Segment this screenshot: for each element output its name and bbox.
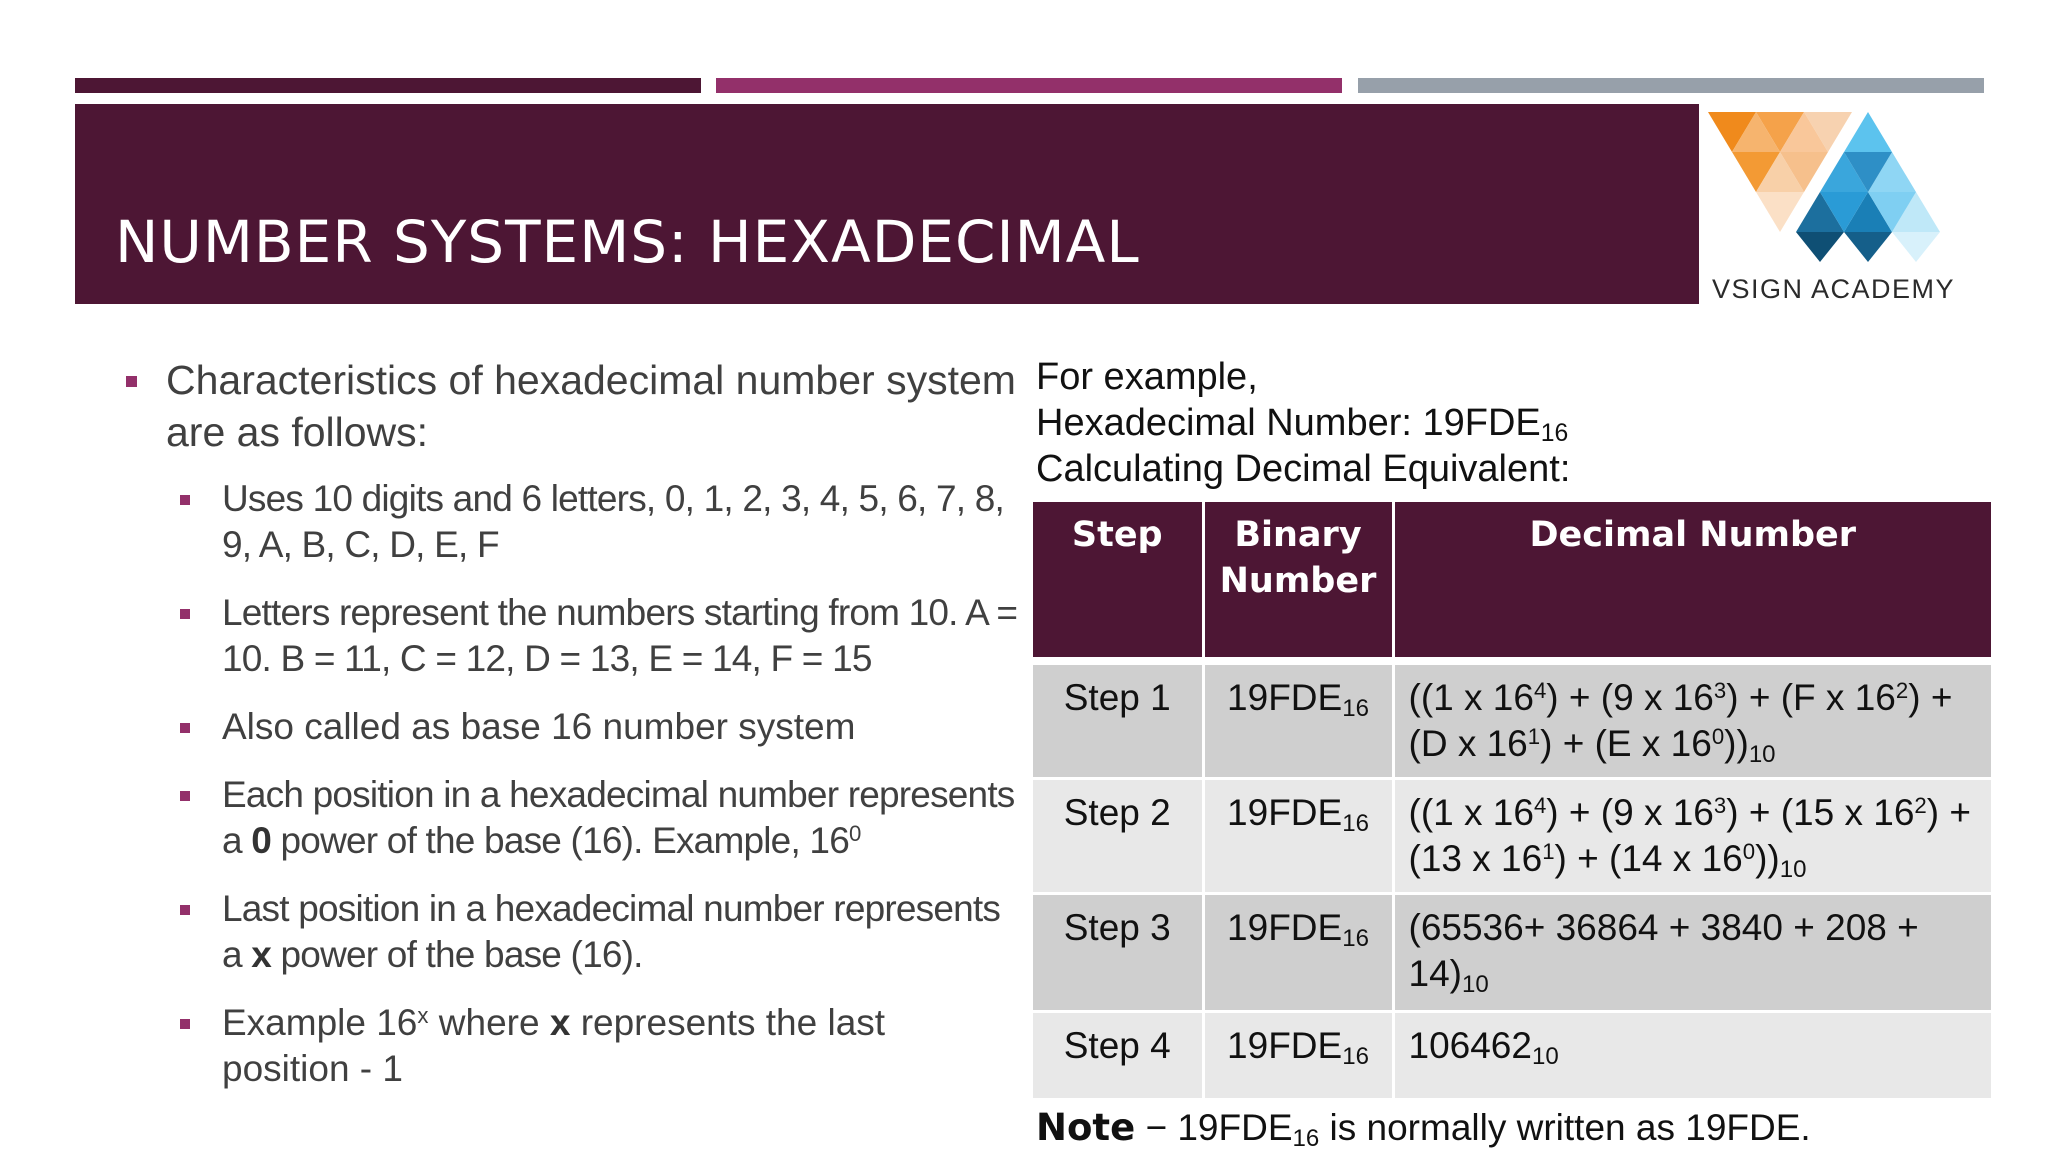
table-header-row bbox=[1033, 502, 1991, 657]
expr-exp: 2 bbox=[1914, 792, 1927, 818]
hex-number-line bbox=[1036, 400, 1996, 446]
list-item-bold: x bbox=[251, 934, 272, 975]
note-base: 16 bbox=[1292, 1125, 1320, 1152]
expr-part: ) + (9 x 16 bbox=[1546, 677, 1714, 718]
list-item-bold: x bbox=[549, 1002, 571, 1043]
list-item-text-b: power of the base (16). Example, 16 bbox=[280, 820, 849, 861]
table-row bbox=[1033, 894, 1991, 1012]
bullet-square-icon bbox=[180, 791, 190, 801]
expr-part: ) + (14 x 16 bbox=[1554, 838, 1743, 879]
list-item bbox=[118, 590, 1018, 682]
logo-text: VSIGN ACADEMY bbox=[1712, 274, 1956, 304]
page-title: NUMBER SYSTEMS: HEXADECIMAL bbox=[115, 208, 1140, 276]
list-item bbox=[118, 476, 1018, 568]
bullet-square-icon bbox=[180, 905, 190, 915]
list-item-text-b: power of the base (16). bbox=[280, 934, 643, 975]
cell-decimal bbox=[1393, 894, 1991, 1012]
expr-part: ((1 x 16 bbox=[1408, 677, 1534, 718]
cell-binary bbox=[1203, 779, 1393, 894]
cell-binary-value: 19FDE bbox=[1227, 907, 1343, 948]
bullet-square-icon bbox=[180, 495, 190, 505]
bullet-square-icon bbox=[180, 723, 190, 733]
list-item bbox=[118, 1000, 1018, 1092]
expr-exp: 2 bbox=[1895, 677, 1909, 703]
conversion-table bbox=[1033, 502, 1991, 1101]
expr-exp: 1 bbox=[1542, 838, 1555, 864]
cell-step: Step 1 bbox=[1033, 665, 1203, 779]
cell-binary-base: 16 bbox=[1342, 1043, 1369, 1070]
header-decimal: Decimal Number bbox=[1393, 502, 1991, 657]
note-line bbox=[1036, 1106, 1811, 1152]
bullet-square-icon bbox=[180, 1019, 190, 1029]
title-band bbox=[75, 104, 1699, 304]
list-item-text-a: Example 16 bbox=[222, 1002, 418, 1043]
cell-binary-value: 19FDE bbox=[1227, 792, 1343, 833]
main-bullet bbox=[118, 354, 1018, 458]
cell-step: Step 2 bbox=[1033, 779, 1203, 894]
expr-part: ((1 x 16 bbox=[1408, 792, 1534, 833]
example-section bbox=[1036, 354, 1996, 492]
list-item-bold: 0 bbox=[251, 820, 272, 861]
example-intro: For example, bbox=[1036, 356, 1258, 398]
table-row bbox=[1033, 665, 1991, 779]
table-row bbox=[1033, 779, 1991, 894]
bullet-square-icon bbox=[126, 376, 137, 387]
table-gap bbox=[1033, 657, 1991, 665]
list-item-sup: x bbox=[417, 1002, 429, 1028]
hex-number-base: 16 bbox=[1540, 420, 1569, 448]
header-step: Step bbox=[1033, 502, 1203, 657]
characteristics-section bbox=[118, 354, 1018, 1114]
expr-base: 10 bbox=[1779, 856, 1807, 883]
expr-part: )) bbox=[1724, 723, 1749, 764]
calc-heading: Calculating Decimal Equivalent: bbox=[1036, 448, 1571, 490]
expr-part: ) + (F x 16 bbox=[1726, 677, 1896, 718]
list-item bbox=[118, 704, 1018, 750]
expr-part: ) + (13 x 16 bbox=[1408, 792, 1971, 879]
expr-part: 106462 bbox=[1408, 1025, 1532, 1066]
cell-binary-value: 19FDE bbox=[1227, 677, 1343, 718]
bullet-square-icon bbox=[180, 609, 190, 619]
list-item-text: Also called as base 16 number system bbox=[222, 706, 856, 747]
cell-step: Step 4 bbox=[1033, 1012, 1203, 1100]
accent-bar-gray bbox=[1358, 78, 1984, 93]
note-hex: 19FDE bbox=[1177, 1107, 1293, 1148]
expr-part: ) + (D x 16 bbox=[1408, 677, 1953, 764]
expr-exp: 4 bbox=[1533, 677, 1547, 703]
expr-base: 10 bbox=[1531, 1043, 1559, 1070]
expr-exp: 4 bbox=[1533, 792, 1547, 818]
accent-bar-dark bbox=[75, 78, 701, 93]
cell-binary-base: 16 bbox=[1342, 925, 1369, 952]
cell-binary bbox=[1203, 894, 1393, 1012]
list-item-text-a: Each position in a hexadecimal number represents a bbox=[222, 774, 1015, 861]
main-bullet-text: Characteristics of hexadecimal number system are as follows: bbox=[166, 357, 1016, 455]
note-dash: − bbox=[1145, 1107, 1168, 1148]
cell-decimal bbox=[1393, 779, 1991, 894]
cell-binary-value: 19FDE bbox=[1227, 1025, 1343, 1066]
va-logo-icon bbox=[1708, 112, 1984, 272]
list-item-text-a: Last position in a hexadecimal number represents a bbox=[222, 888, 1001, 975]
expr-part: (65536+ 36864 + 3840 + 208 + 14) bbox=[1408, 907, 1919, 994]
expr-part: ) + (E x 16 bbox=[1540, 723, 1712, 764]
accent-bar-magenta bbox=[716, 78, 1342, 93]
cell-binary-base: 16 bbox=[1342, 695, 1369, 722]
note-text: is normally written as 19FDE. bbox=[1329, 1107, 1811, 1148]
list-item bbox=[118, 772, 1018, 864]
list-item-text-c: represents the last position - 1 bbox=[222, 1002, 886, 1089]
list-item-text: Uses 10 digits and 6 letters, 0, 1, 2, 3, 4, 5, 6, 7, 8, 9, A, B, C, D, E, F bbox=[222, 478, 1005, 565]
vsign-academy-logo bbox=[1700, 104, 1990, 304]
expr-exp: 0 bbox=[1742, 838, 1756, 864]
expr-part: ) + (15 x 16 bbox=[1726, 792, 1915, 833]
list-item bbox=[118, 886, 1018, 978]
list-item-text-b: where bbox=[438, 1002, 540, 1043]
sub-bullet-list bbox=[118, 476, 1018, 1092]
header-binary-line1: Binary bbox=[1234, 515, 1362, 555]
expr-base: 10 bbox=[1748, 741, 1776, 768]
cell-decimal bbox=[1393, 665, 1991, 779]
expr-exp: 1 bbox=[1527, 723, 1541, 749]
expr-exp: 3 bbox=[1713, 792, 1727, 818]
cell-binary bbox=[1203, 665, 1393, 779]
expr-part: ) + (9 x 16 bbox=[1546, 792, 1714, 833]
expr-base: 10 bbox=[1461, 971, 1489, 998]
cell-decimal bbox=[1393, 1012, 1991, 1100]
hex-number-text: Hexadecimal Number: 19FDE bbox=[1036, 402, 1541, 444]
cell-binary-base: 16 bbox=[1342, 810, 1369, 837]
expr-exp: 3 bbox=[1713, 677, 1727, 703]
list-item-text: Letters represent the numbers starting from 10. A = 10. B = 11, C = 12, D = 13, E = 14, F = 15 bbox=[222, 592, 1018, 679]
note-label: Note bbox=[1036, 1106, 1136, 1149]
cell-step: Step 3 bbox=[1033, 894, 1203, 1012]
header-binary bbox=[1203, 502, 1393, 657]
expr-exp: 0 bbox=[1711, 723, 1725, 749]
list-item-sup: 0 bbox=[848, 820, 861, 846]
expr-part: )) bbox=[1755, 838, 1780, 879]
cell-binary bbox=[1203, 1012, 1393, 1100]
header-binary-line2: Number bbox=[1219, 561, 1377, 601]
table-row bbox=[1033, 1012, 1991, 1100]
